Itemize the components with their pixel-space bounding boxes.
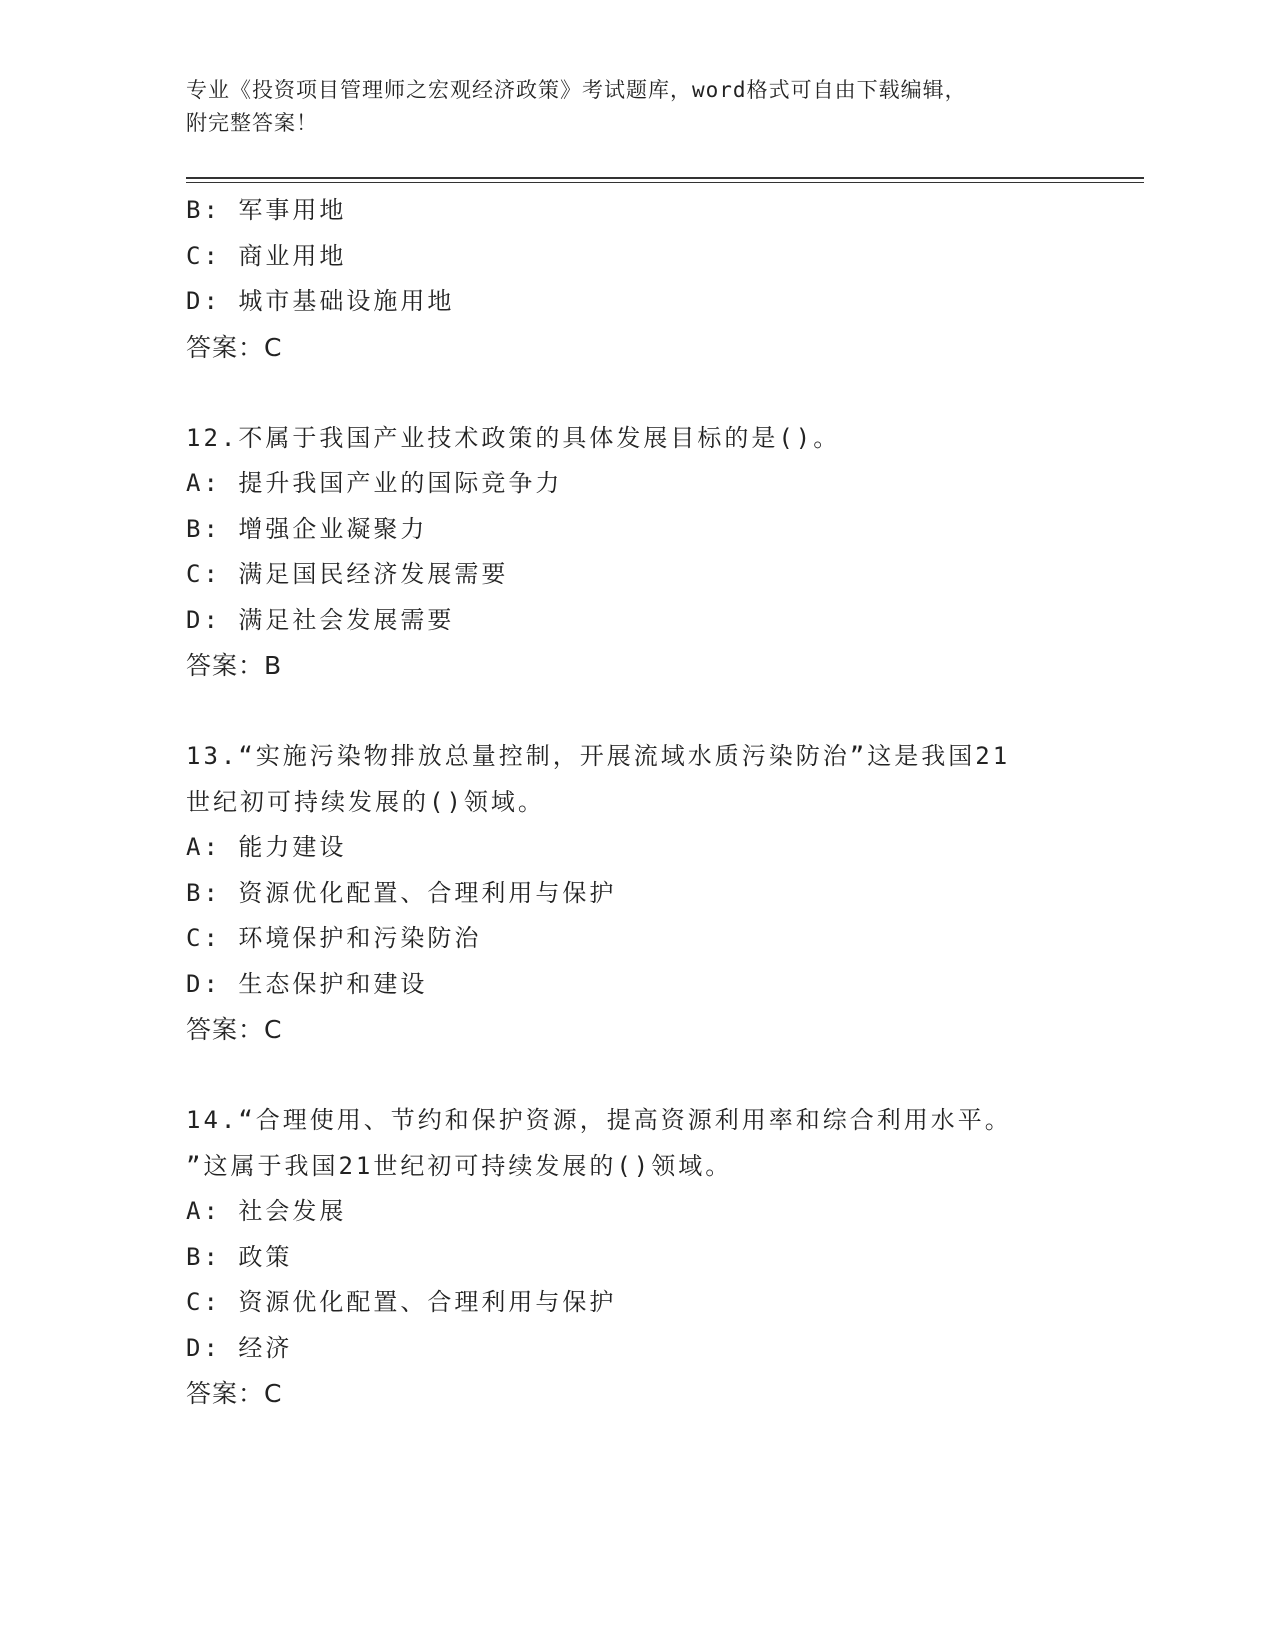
spacer <box>186 1053 1086 1099</box>
answer-line: 答案：C <box>186 1015 283 1044</box>
question-stem-line-1: 14.“合理使用、节约和保护资源，提高资源利用率和综合利用水平。 <box>186 1106 1012 1134</box>
header-line-1: 专业《投资项目管理师之宏观经济政策》考试题库，word格式可自由下载编辑， <box>186 78 967 102</box>
question-stem-line-2: ”这属于我国21世纪初可持续发展的()领域。 <box>186 1151 733 1180</box>
option-a: A: 能力建设 <box>186 833 347 861</box>
spacer <box>186 689 1086 735</box>
document-header <box>186 74 1086 140</box>
header-rule-thin <box>186 182 1144 183</box>
option-d: D: 满足社会发展需要 <box>186 605 455 634</box>
option-c: C: 满足国民经济发展需要 <box>186 560 509 588</box>
answer-line: 答案：B <box>186 651 283 680</box>
option-d: D: 城市基础设施用地 <box>186 287 455 315</box>
question-11-continued <box>186 188 1086 370</box>
question-list <box>186 188 1086 1417</box>
option-b: B: 军事用地 <box>186 196 347 224</box>
question-stem-line-1: 13.“实施污染物排放总量控制，开展流域水质污染防治”这是我国21 <box>186 742 1011 770</box>
option-c: C: 资源优化配置、合理利用与保护 <box>186 1288 617 1316</box>
option-b: B: 资源优化配置、合理利用与保护 <box>186 878 617 907</box>
question-stem: 12.不属于我国产业技术政策的具体发展目标的是()。 <box>186 423 841 452</box>
option-a: A: 社会发展 <box>186 1197 347 1225</box>
option-d: D: 经济 <box>186 1333 293 1362</box>
question-12 <box>186 416 1086 689</box>
option-b: B: 政策 <box>186 1242 293 1271</box>
header-rule-thick <box>186 177 1144 179</box>
header-line-2: 附完整答案！ <box>186 111 318 135</box>
option-d: D: 生态保护和建设 <box>186 969 428 998</box>
question-stem-line-2: 世纪初可持续发展的()领域。 <box>186 787 545 816</box>
answer-line: 答案：C <box>186 332 283 362</box>
question-14 <box>186 1098 1086 1417</box>
option-b: B: 增强企业凝聚力 <box>186 514 428 543</box>
answer-line: 答案：C <box>186 1379 283 1408</box>
option-a: A: 提升我国产业的国际竞争力 <box>186 469 563 497</box>
question-13 <box>186 734 1086 1053</box>
spacer <box>186 370 1086 416</box>
option-c: C: 商业用地 <box>186 241 347 270</box>
option-c: C: 环境保护和污染防治 <box>186 924 482 952</box>
